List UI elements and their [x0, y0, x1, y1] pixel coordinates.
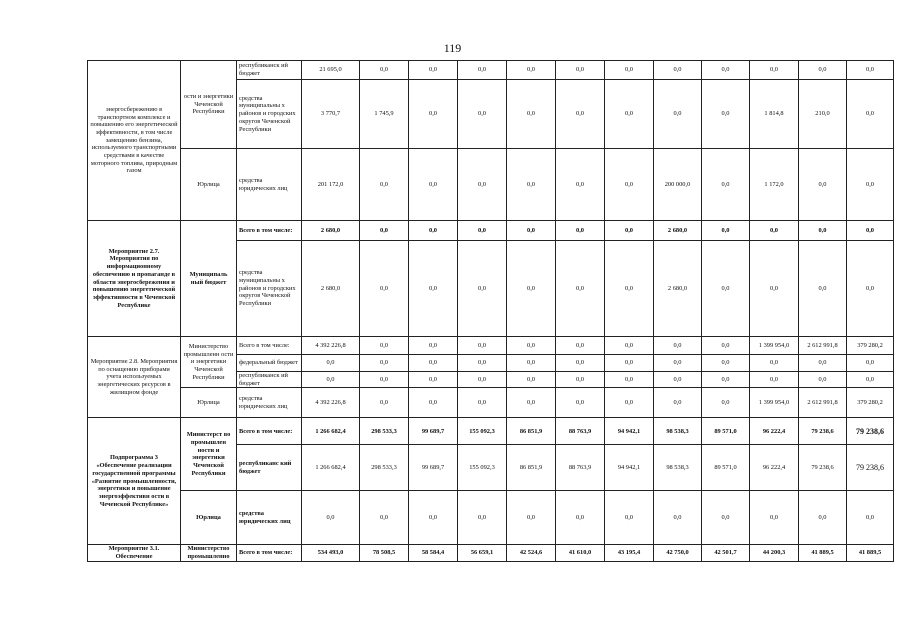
- amount-cell: 0,0: [458, 491, 507, 545]
- amount-cell: 0,0: [847, 355, 894, 372]
- funding-source-cell: республиканск ий бюджет: [237, 372, 302, 388]
- amount-cell: 0,0: [458, 337, 507, 355]
- amount-cell: 0,0: [409, 337, 458, 355]
- table-row: [88, 221, 894, 241]
- amount-cell: 0,0: [799, 241, 847, 337]
- amount-cell: 0,0: [556, 149, 605, 221]
- amount-cell: 1 266 682,4: [302, 445, 360, 491]
- amount-cell: 0,0: [750, 241, 799, 337]
- amount-cell: 0,0: [702, 221, 750, 241]
- amount-cell: 0,0: [409, 491, 458, 545]
- amount-cell: 0,0: [702, 149, 750, 221]
- amount-cell: 200 000,0: [654, 149, 702, 221]
- amount-cell: 298 533,3: [360, 445, 409, 491]
- amount-cell: 0,0: [605, 61, 654, 80]
- measure-cell: Мероприятие 3.1. Обеспечение: [88, 545, 181, 561]
- funding-source-cell: Всего в том числе:: [237, 337, 302, 355]
- amount-cell: 0,0: [605, 221, 654, 241]
- amount-cell: 79 238,6: [799, 445, 847, 491]
- amount-cell: 99 689,7: [409, 418, 458, 445]
- amount-cell: 0,0: [605, 355, 654, 372]
- amount-cell: 0,0: [654, 388, 702, 418]
- funding-source-cell: федеральный бюджет: [237, 355, 302, 372]
- amount-cell: 0,0: [302, 491, 360, 545]
- amount-cell: 0,0: [360, 372, 409, 388]
- amount-cell: 0,0: [605, 241, 654, 337]
- amount-cell: 1 814,8: [750, 80, 799, 149]
- amount-cell: 0,0: [847, 241, 894, 337]
- amount-cell: 0,0: [702, 61, 750, 80]
- funding-source-cell: средства юридических лиц: [237, 149, 302, 221]
- amount-cell: 0,0: [702, 491, 750, 545]
- amount-cell: 86 851,9: [507, 418, 556, 445]
- amount-cell: 0,0: [654, 491, 702, 545]
- page-number: 119: [443, 41, 462, 55]
- amount-cell: 1 399 954,0: [750, 337, 799, 355]
- amount-cell: 0,0: [302, 355, 360, 372]
- amount-cell: 0,0: [605, 149, 654, 221]
- amount-cell: 1 172,0: [750, 149, 799, 221]
- amount-cell: 0,0: [458, 221, 507, 241]
- amount-cell: 0,0: [750, 491, 799, 545]
- amount-cell: 0,0: [409, 355, 458, 372]
- amount-cell: 0,0: [360, 491, 409, 545]
- funding-source-cell: Всего в том числе:: [237, 545, 302, 561]
- budget-table: [87, 60, 894, 562]
- amount-cell: 1 399 954,0: [750, 388, 799, 418]
- amount-cell: 201 172,0: [302, 149, 360, 221]
- amount-cell: 94 942,1: [605, 445, 654, 491]
- amount-cell: 0,0: [458, 372, 507, 388]
- amount-cell: 41 889,5: [799, 545, 847, 561]
- amount-cell: 79 238,6: [847, 445, 894, 491]
- table-row: [88, 388, 894, 418]
- amount-cell: 88 763,9: [556, 445, 605, 491]
- amount-cell: 534 493,0: [302, 545, 360, 561]
- table-row: [88, 149, 894, 221]
- amount-cell: 0,0: [409, 388, 458, 418]
- measure-cell: Мероприятие 2.8. Мероприятия по оснащению приборами учета используемых энергетических ресурсов в жилищном фонде: [88, 337, 181, 418]
- amount-cell: 0,0: [360, 61, 409, 80]
- amount-cell: 0,0: [702, 80, 750, 149]
- amount-cell: 2 612 991,8: [799, 388, 847, 418]
- amount-cell: 4 392 226,8: [302, 388, 360, 418]
- amount-cell: 0,0: [750, 61, 799, 80]
- amount-cell: 78 508,5: [360, 545, 409, 561]
- amount-cell: 0,0: [507, 355, 556, 372]
- amount-cell: 0,0: [409, 221, 458, 241]
- table-row: [88, 337, 894, 355]
- amount-cell: 0,0: [556, 80, 605, 149]
- amount-cell: 0,0: [507, 388, 556, 418]
- amount-cell: 0,0: [507, 61, 556, 80]
- funding-source-cell: средства муниципальны х районов и городских округов Чеченской Республики: [237, 80, 302, 149]
- amount-cell: 96 222,4: [750, 445, 799, 491]
- amount-cell: 98 538,3: [654, 445, 702, 491]
- amount-cell: 42 501,7: [702, 545, 750, 561]
- amount-cell: 0,0: [799, 221, 847, 241]
- amount-cell: 2 680,0: [302, 241, 360, 337]
- amount-cell: 0,0: [702, 241, 750, 337]
- table-row: [88, 491, 894, 545]
- amount-cell: 0,0: [409, 149, 458, 221]
- amount-cell: 0,0: [702, 337, 750, 355]
- amount-cell: 0,0: [507, 337, 556, 355]
- amount-cell: 0,0: [302, 372, 360, 388]
- amount-cell: 89 571,0: [702, 418, 750, 445]
- amount-cell: 0,0: [360, 149, 409, 221]
- amount-cell: 0,0: [556, 337, 605, 355]
- amount-cell: 79 238,6: [847, 418, 894, 445]
- measure-cell: Подпрограмма 3 «Обеспечение реализации государственной программы «Развитие промышленности, энергетики и повышение энергоэффективн ости в Чеченской Республике»: [88, 418, 181, 545]
- amount-cell: 0,0: [605, 337, 654, 355]
- amount-cell: 0,0: [654, 337, 702, 355]
- amount-cell: 0,0: [556, 61, 605, 80]
- amount-cell: 0,0: [750, 221, 799, 241]
- amount-cell: 0,0: [409, 241, 458, 337]
- amount-cell: 43 195,4: [605, 545, 654, 561]
- amount-cell: 0,0: [847, 149, 894, 221]
- amount-cell: 0,0: [556, 221, 605, 241]
- amount-cell: 1 745,9: [360, 80, 409, 149]
- amount-cell: 0,0: [507, 221, 556, 241]
- amount-cell: 0,0: [458, 388, 507, 418]
- amount-cell: 0,0: [799, 149, 847, 221]
- amount-cell: 0,0: [360, 241, 409, 337]
- amount-cell: 0,0: [605, 388, 654, 418]
- funding-source-cell: средства муниципальны х районов и городских округов Чеченской Республики: [237, 241, 302, 337]
- amount-cell: 0,0: [847, 80, 894, 149]
- amount-cell: 0,0: [750, 372, 799, 388]
- amount-cell: 44 200,3: [750, 545, 799, 561]
- amount-cell: 0,0: [799, 491, 847, 545]
- executor-cell: Юрлица: [181, 388, 237, 418]
- amount-cell: 96 222,4: [750, 418, 799, 445]
- amount-cell: 2 680,0: [302, 221, 360, 241]
- table-row: [88, 418, 894, 445]
- executor-cell: ости и энергетики Чеченской Республики: [181, 61, 237, 149]
- amount-cell: 0,0: [799, 355, 847, 372]
- amount-cell: 0,0: [507, 372, 556, 388]
- amount-cell: 89 571,0: [702, 445, 750, 491]
- executor-cell: Юрлица: [181, 491, 237, 545]
- amount-cell: 0,0: [654, 80, 702, 149]
- amount-cell: 0,0: [654, 372, 702, 388]
- amount-cell: 0,0: [409, 372, 458, 388]
- executor-cell: Министерство промышленн ости и энергетики Чеченской Республики: [181, 337, 237, 388]
- amount-cell: 86 851,9: [507, 445, 556, 491]
- amount-cell: 3 770,7: [302, 80, 360, 149]
- amount-cell: 41 889,5: [847, 545, 894, 561]
- amount-cell: 0,0: [556, 388, 605, 418]
- amount-cell: 4 392 226,8: [302, 337, 360, 355]
- table-row: [88, 545, 894, 561]
- amount-cell: 0,0: [799, 372, 847, 388]
- amount-cell: 0,0: [507, 80, 556, 149]
- amount-cell: 0,0: [702, 372, 750, 388]
- amount-cell: 0,0: [556, 491, 605, 545]
- amount-cell: 56 659,1: [458, 545, 507, 561]
- funding-source-cell: Всего в том числе:: [237, 418, 302, 445]
- amount-cell: 0,0: [360, 355, 409, 372]
- amount-cell: 0,0: [507, 241, 556, 337]
- amount-cell: 2 680,0: [654, 221, 702, 241]
- amount-cell: 0,0: [556, 355, 605, 372]
- amount-cell: 0,0: [847, 221, 894, 241]
- executor-cell: Министерст во промышлен ности и энергетики Чеченской Республики: [181, 418, 237, 491]
- amount-cell: 0,0: [458, 61, 507, 80]
- amount-cell: 42 750,0: [654, 545, 702, 561]
- amount-cell: 58 584,4: [409, 545, 458, 561]
- executor-cell: Министерство промышленно: [181, 545, 237, 561]
- amount-cell: 88 763,9: [556, 418, 605, 445]
- amount-cell: 155 092,3: [458, 418, 507, 445]
- executor-cell: Муниципаль ный бюджет: [181, 221, 237, 337]
- amount-cell: 155 092,3: [458, 445, 507, 491]
- amount-cell: 0,0: [605, 491, 654, 545]
- amount-cell: 0,0: [654, 61, 702, 80]
- amount-cell: 0,0: [458, 355, 507, 372]
- funding-source-cell: средства юридических лиц: [237, 388, 302, 418]
- measure-cell: Мероприятие 2.7. Мероприятия по информационному обеспечению и пропаганде в области энергосбережения и повышению энергетической эффективности в Чеченской Республике: [88, 221, 181, 337]
- amount-cell: 0,0: [847, 491, 894, 545]
- amount-cell: 0,0: [458, 80, 507, 149]
- amount-cell: 0,0: [556, 241, 605, 337]
- amount-cell: 0,0: [702, 388, 750, 418]
- amount-cell: 98 538,3: [654, 418, 702, 445]
- amount-cell: 41 610,0: [556, 545, 605, 561]
- amount-cell: 379 280,2: [847, 337, 894, 355]
- amount-cell: 99 689,7: [409, 445, 458, 491]
- funding-source-cell: республиканск ий бюджет: [237, 61, 302, 80]
- amount-cell: 21 695,0: [302, 61, 360, 80]
- amount-cell: 2 612 991,8: [799, 337, 847, 355]
- amount-cell: 0,0: [409, 80, 458, 149]
- amount-cell: 379 280,2: [847, 388, 894, 418]
- amount-cell: 0,0: [750, 355, 799, 372]
- amount-cell: 0,0: [360, 388, 409, 418]
- amount-cell: 0,0: [847, 61, 894, 80]
- amount-cell: 1 266 682,4: [302, 418, 360, 445]
- amount-cell: 0,0: [702, 355, 750, 372]
- amount-cell: 298 533,3: [360, 418, 409, 445]
- amount-cell: 0,0: [605, 372, 654, 388]
- amount-cell: 0,0: [458, 241, 507, 337]
- amount-cell: 42 524,6: [507, 545, 556, 561]
- amount-cell: 2 680,0: [654, 241, 702, 337]
- amount-cell: 94 942,1: [605, 418, 654, 445]
- measure-cell: энергосбережению в транспортном комплексе и повышению его энергетической эффективности, в том числе замещению бензина, используемого транспортными средствами в качестве моторного топлива, природным газом: [88, 61, 181, 221]
- amount-cell: 79 238,6: [799, 418, 847, 445]
- funding-source-cell: республиканс кий бюджет: [237, 445, 302, 491]
- amount-cell: 0,0: [507, 149, 556, 221]
- funding-source-cell: средства юридических лиц: [237, 491, 302, 545]
- amount-cell: 0,0: [847, 372, 894, 388]
- amount-cell: 0,0: [458, 149, 507, 221]
- amount-cell: 0,0: [360, 337, 409, 355]
- funding-source-cell: Всего в том числе:: [237, 221, 302, 241]
- amount-cell: 210,0: [799, 80, 847, 149]
- amount-cell: 0,0: [654, 355, 702, 372]
- amount-cell: 0,0: [360, 221, 409, 241]
- amount-cell: 0,0: [799, 61, 847, 80]
- table-row: [88, 61, 894, 80]
- amount-cell: 0,0: [556, 372, 605, 388]
- amount-cell: 0,0: [507, 491, 556, 545]
- amount-cell: 0,0: [409, 61, 458, 80]
- amount-cell: 0,0: [605, 80, 654, 149]
- executor-cell: Юрлица: [181, 149, 237, 221]
